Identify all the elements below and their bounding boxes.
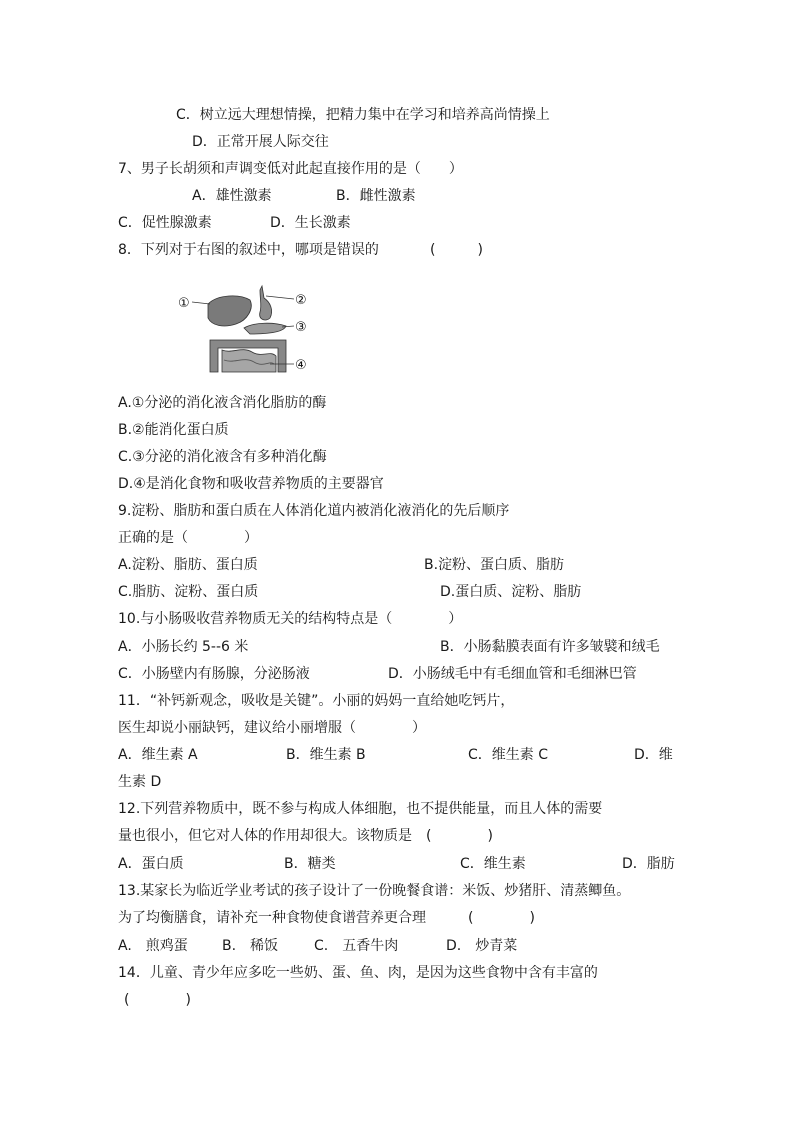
- q11-option-a: A．维生素 A: [118, 747, 198, 763]
- q6-option-c: C．树立远大理想情操，把精力集中在学习和培养高尚情操上: [176, 107, 550, 123]
- q13-option-b: B. 稀饭: [222, 938, 279, 954]
- digestive-organs-illustration: [178, 280, 318, 374]
- q14-stem-line1: 14．儿童、青少年应多吃一些奶、蛋、鱼、肉，是因为这些食物中含有丰富的: [118, 965, 598, 981]
- stomach-shape: [260, 286, 272, 320]
- q11-stem-line2: 医生却说小丽缺钙，建议给小丽增服（ ）: [118, 720, 426, 736]
- q13-stem-line2: 为了均衡膳食，请补充一种食物使食谱营养更合理 ( ): [118, 910, 535, 926]
- q7-stem: 7、男子长胡须和声调变低对此起直接作用的是（ ）: [118, 161, 463, 177]
- q9-stem-line1: 9.淀粉、脂肪和蛋白质在人体消化道内被消化液消化的先后顺序: [118, 503, 510, 519]
- q11-option-c: C．维生素 C: [468, 747, 549, 763]
- q7-option-a: A．雄性激素: [192, 188, 272, 204]
- q10-option-d: D．小肠绒毛中有毛细血管和毛细淋巴管: [388, 666, 637, 682]
- diagram-label-1: ①: [178, 296, 190, 311]
- q7-option-b: B．雌性激素: [336, 188, 416, 204]
- q11-stem-line1: 11．“补钙新观念，吸收是关键”。小丽的妈妈一直给她吃钙片，: [118, 693, 515, 709]
- pointer-line-1: [192, 302, 210, 304]
- diagram-label-4: ④: [295, 358, 307, 373]
- q8-option-d: D.④是消化食物和吸收营养物质的主要器官: [118, 476, 384, 492]
- q9-option-b: B.淀粉、蛋白质、脂肪: [424, 557, 565, 573]
- q8-option-c: C.③分泌的消化液含有多种消化酶: [118, 449, 327, 465]
- diagram-label-3: ③: [295, 320, 307, 335]
- q13-stem-line1: 13.某家长为临近学业考试的孩子设计了一份晚餐食谱：米饭、炒猪肝、清蒸鲫鱼。: [118, 883, 631, 899]
- q11-option-b: B．维生素 B: [286, 747, 366, 763]
- q13-option-a: A. 煎鸡蛋: [118, 938, 188, 954]
- q6-option-d: D．正常开展人际交往: [192, 134, 329, 150]
- q12-option-c: C．维生素: [460, 856, 526, 872]
- diagram-label-2: ②: [295, 293, 307, 308]
- q8-option-b: B.②能消化蛋白质: [118, 422, 229, 438]
- q12-stem-line1: 12.下列营养物质中，既不参与构成人体细胞，也不提供能量，而且人体的需要: [118, 801, 603, 817]
- q13-option-d: D. 炒青菜: [446, 938, 518, 954]
- digestive-system-diagram: [178, 280, 318, 374]
- q12-option-b: B．糖类: [284, 856, 336, 872]
- q9-option-d: D.蛋白质、淀粉、脂肪: [440, 584, 582, 600]
- q8-answer-paren: ( ): [430, 242, 483, 258]
- liver-shape: [208, 296, 251, 326]
- q14-answer-paren: ( ): [124, 992, 191, 1008]
- q11-option-d-part1: D．维: [634, 747, 673, 763]
- q10-option-c: C．小肠壁内有肠腺，分泌肠液: [118, 666, 310, 682]
- q7-option-c: C．促性腺激素: [118, 215, 212, 231]
- q10-option-a: A．小肠长约 5--6 米: [118, 639, 249, 655]
- q7-option-d: D．生长激素: [270, 215, 351, 231]
- pointer-line-2: [266, 296, 294, 299]
- q13-option-c: C. 五香牛肉: [314, 938, 399, 954]
- q8-stem: 8．下列对于右图的叙述中，哪项是错误的: [118, 242, 379, 258]
- q12-option-d: D．脂肪: [622, 856, 675, 872]
- q8-option-a: A.①分泌的消化液含消化脂肪的酶: [118, 395, 327, 411]
- q9-stem-line2: 正确的是（ ）: [118, 530, 258, 546]
- q9-option-c: C.脂肪、淀粉、蛋白质: [118, 584, 259, 600]
- q12-option-a: A．蛋白质: [118, 856, 184, 872]
- pancreas-shape: [244, 323, 286, 334]
- q9-option-a: A.淀粉、脂肪、蛋白质: [118, 557, 258, 573]
- q11-option-d-part2: 生素 D: [118, 774, 162, 790]
- q12-stem-line2: 量也很小，但它对人体的作用却很大。该物质是 ( ): [118, 828, 493, 844]
- q10-stem: 10.与小肠吸收营养物质无关的结构特点是（ ）: [118, 611, 463, 627]
- q10-option-b: B．小肠黏膜表面有许多皱襞和绒毛: [440, 639, 660, 655]
